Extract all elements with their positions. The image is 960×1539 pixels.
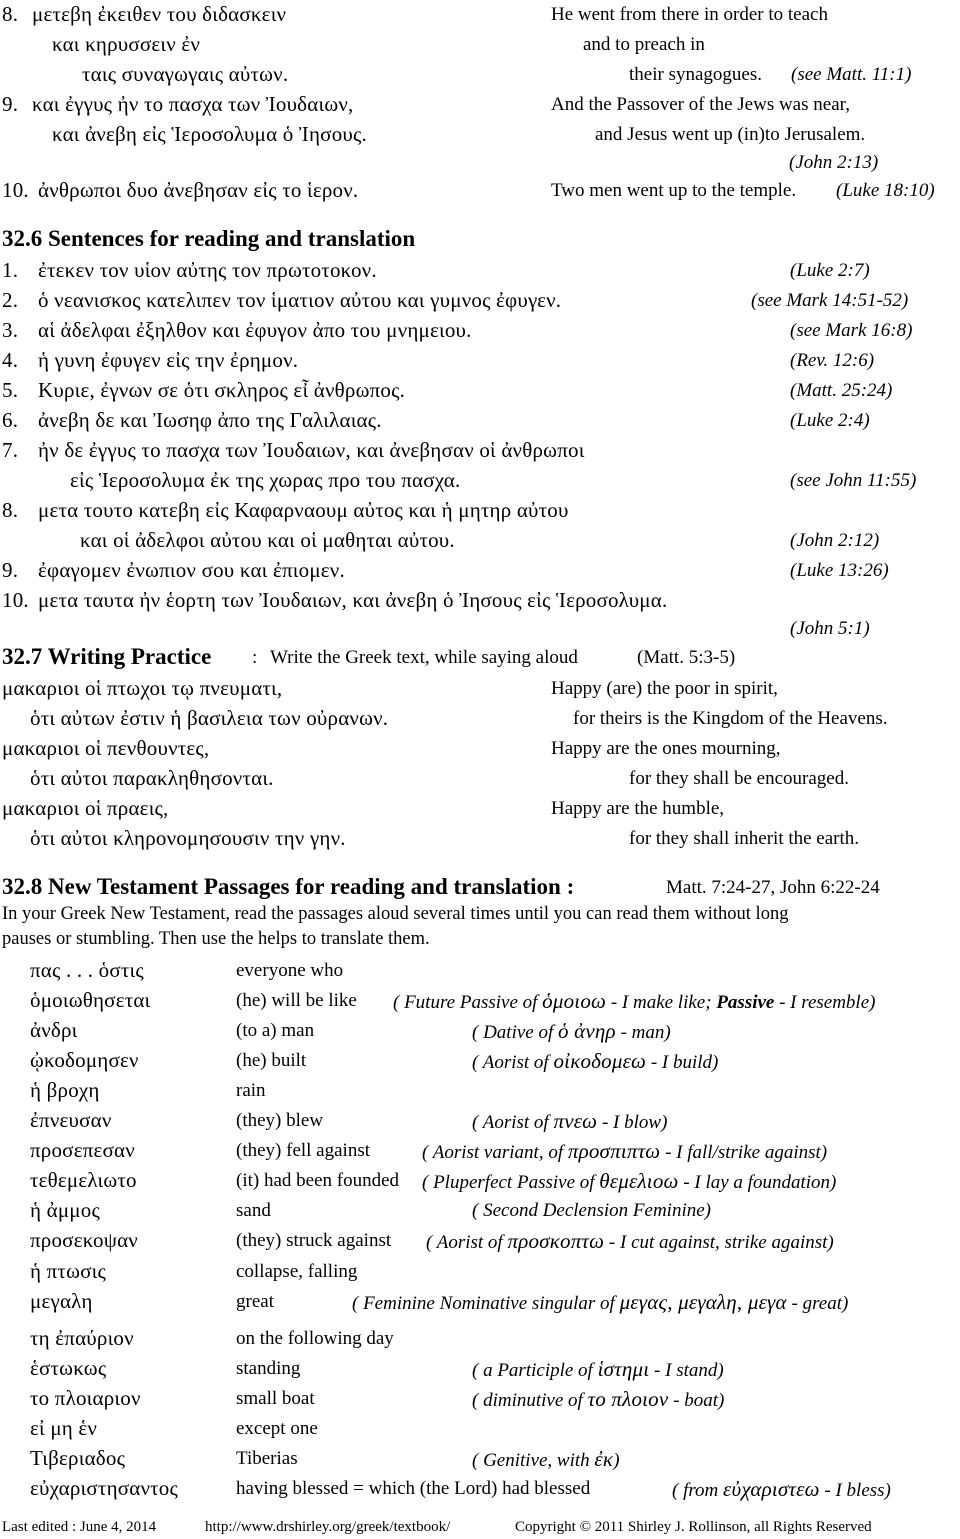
greek-line: ἀνθρωποι δυο ἀνεβησαν εἰς το ἱερον. (38, 178, 359, 202)
vocab-english: having blessed = which (the Lord) had blessed (236, 1478, 591, 1499)
sentence-number: 2. (2, 288, 19, 312)
scripture-reference: (see Mark 16:8) (790, 320, 913, 341)
sentence-text: ὁ νεανισκος κατελιπεν τον ἱματιον αὐτου και γυμνος ἐφυγεν. (38, 288, 562, 312)
vocab-greek: ἀνδρι (30, 1018, 78, 1042)
english-line: and to preach in (583, 34, 705, 55)
item-number: 10. (2, 178, 29, 202)
vocab-greek: εὐχαριστησαντος (30, 1476, 179, 1500)
sentence-number: 4. (2, 348, 19, 372)
english-line: Happy are the ones mourning, (551, 738, 781, 759)
vocab-english: small boat (236, 1388, 315, 1409)
heading-colon: : (252, 647, 258, 668)
vocab-greek: μεγαλη (30, 1289, 93, 1313)
vocab-english: (he) will be like (236, 990, 357, 1011)
sentence-text: εἰς Ἱεροσολυμα ἐκ της χωρας προ του πασχα. (70, 468, 461, 492)
english-line: Happy are the humble, (551, 798, 725, 819)
vocab-greek: ἡ βροχη (30, 1078, 100, 1102)
sentence-text: ἡ γυνη ἐφυγεν εἰς την ἐρημον. (38, 348, 299, 372)
sentence-text: ἠν δε ἐγγυς το πασχα των Ἰουδαιων, και ἀνεβησαν οἱ ἀνθρωποι (38, 438, 585, 462)
sentence-text: ἐφαγομεν ἐνωπιον σου και ἐπιομεν. (38, 558, 345, 582)
vocab-english: (it) had been founded (236, 1170, 400, 1191)
passage-references: Matt. 7:24-27, John 6:22-24 (666, 877, 880, 898)
copyright-notice: Copyright © 2011 Shirley J. Rollinson, all Rights Reserved (515, 1519, 872, 1535)
sentence-number: 1. (2, 258, 19, 282)
vocab-greek: τεθεμελιωτο (30, 1168, 137, 1192)
vocab-grammar-note: ( Aorist of προσκοπτω - I cut against, strike against) (426, 1229, 834, 1253)
vocab-english: great (236, 1291, 274, 1312)
vocab-greek: εἰ μη ἑν (30, 1416, 98, 1440)
vocab-greek: προσεπεσαν (30, 1138, 135, 1162)
vocab-greek: προσεκοψαν (30, 1228, 138, 1252)
vocab-greek: ὁμοιωθησεται (30, 988, 151, 1012)
vocab-grammar-note: ( Aorist variant, of προσπιπτω - I fall/strike against) (422, 1139, 828, 1163)
greek-line: μακαριοι οἱ πτωχοι τῳ πνευματι, (2, 676, 283, 700)
vocab-grammar-note: ( Second Declension Feminine) (472, 1200, 711, 1221)
vocab-english: sand (236, 1200, 271, 1221)
english-line: for they shall be encouraged. (629, 768, 849, 789)
scripture-reference: (Luke 13:26) (790, 560, 889, 581)
scripture-reference: (Matt. 25:24) (790, 380, 893, 401)
greek-line: ὁτι αὐτων ἐστιν ἡ βασιλεια των οὐρανων. (30, 706, 389, 730)
vocab-english: except one (236, 1418, 318, 1439)
sentence-text: μετα ταυτα ἠν ἑορτη των Ἰουδαιων, και ἀνεβη ὁ Ἰησους εἰς Ἱεροσολυμα. (38, 588, 668, 612)
website-link[interactable]: http://www.drshirley.org/greek/textbook/ (205, 1519, 451, 1535)
sentence-number: 7. (2, 438, 19, 462)
vocab-greek: ἑστωκως (30, 1356, 107, 1380)
sentence-text: και οἱ ἀδελφοι αὐτου και οἱ μαθηται αὐτου. (80, 528, 455, 552)
sentence-text: μετα τουτο κατεβη εἰς Καφαρναουμ αὐτος και ἡ μητηρ αὐτου (38, 498, 569, 522)
greek-line: ὁτι αὐτοι παρακληθησονται. (30, 766, 274, 790)
vocab-english: (to a) man (236, 1020, 315, 1041)
vocab-english: on the following day (236, 1328, 394, 1349)
item-number: 9. (2, 92, 19, 116)
vocab-grammar-note: ( Dative of ὁ ἀνηρ - man) (472, 1019, 671, 1043)
vocab-english: everyone who (236, 960, 344, 981)
sentence-text: Κυριε, ἐγνων σε ὁτι σκληρος εἶ ἀνθρωπος. (38, 378, 406, 402)
vocab-greek: Τιβεριαδος (30, 1446, 126, 1470)
vocab-english: collapse, falling (236, 1261, 358, 1282)
scripture-reference: (see John 11:55) (790, 470, 917, 491)
vocab-greek: τη ἐπαύριον (30, 1326, 134, 1350)
scripture-reference: (Rev. 12:6) (790, 350, 875, 371)
scripture-reference: (see Mark 14:51-52) (751, 290, 909, 311)
vocab-grammar-note: ( Aorist of πνεω - I blow) (472, 1109, 668, 1133)
scripture-reference: (Matt. 5:3-5) (637, 647, 736, 668)
english-line: He went from there in order to teach (551, 4, 828, 25)
english-line: for theirs is the Kingdom of the Heavens. (573, 708, 888, 729)
section-heading: 32.8 New Testament Passages for reading and translation : (2, 874, 575, 899)
instructions-text: pauses or stumbling. Then use the helps to translate them. (2, 929, 430, 949)
vocab-english: (they) struck against (236, 1230, 392, 1251)
vocab-english: standing (236, 1358, 301, 1379)
sentence-number: 3. (2, 318, 19, 342)
vocab-grammar-note: ( diminutive of το πλοιον - boat) (472, 1387, 725, 1411)
instruction: Write the Greek text, while saying aloud (270, 647, 578, 668)
sentence-number: 5. (2, 378, 19, 402)
greek-line: μακαριοι οἱ πραεις, (2, 796, 169, 820)
english-line: for they shall inherit the earth. (629, 828, 860, 849)
english-line: and Jesus went up (in)to Jerusalem. (595, 124, 866, 145)
english-line: Happy (are) the poor in spirit, (551, 678, 778, 699)
english-line: their synagogues. (629, 64, 762, 85)
greek-line: και ἀνεβη εἰς Ἱεροσολυμα ὁ Ἰησους. (52, 122, 367, 146)
vocab-english: (they) fell against (236, 1140, 371, 1161)
vocab-grammar-note: ( Feminine Nominative singular of μεγας, μεγαλη, μεγα - great) (352, 1290, 849, 1314)
vocab-grammar-note: ( a Participle of ἱστημι - I stand) (472, 1357, 724, 1381)
sentence-text: ἀνεβη δε και Ἰωσηφ ἀπο της Γαλιλαιας. (38, 408, 382, 432)
vocab-greek: ἐπνευσαν (30, 1108, 112, 1132)
section-heading: 32.7 Writing Practice (2, 644, 212, 669)
instructions-text: In your Greek New Testament, read the passages aloud several times until you can read them without long (2, 904, 789, 924)
scripture-reference: (Luke 2:7) (790, 260, 870, 281)
greek-line: μετεβη ἐκειθεν του διδασκειν (32, 2, 287, 26)
scripture-reference: (Luke 18:10) (836, 180, 935, 201)
sentence-text: ἐτεκεν τον υἱον αὐτης τον πρωτοτοκον. (38, 258, 377, 282)
sentence-number: 9. (2, 558, 19, 582)
vocab-english: Tiberias (236, 1448, 298, 1469)
scripture-reference: (John 2:12) (790, 530, 880, 551)
greek-line: και κηρυσσειν ἐν (52, 32, 201, 56)
scripture-reference: (Luke 2:4) (790, 410, 870, 431)
greek-line: μακαριοι οἱ πενθουντες, (2, 736, 210, 760)
vocab-english: rain (236, 1080, 266, 1101)
scripture-reference: (John 2:13) (789, 152, 879, 173)
vocab-grammar-note: ( Future Passive of ὁμοιοω - I make like; Passive - I resemble) (393, 989, 876, 1013)
greek-line: ὁτι αὐτοι κληρονομησουσιν την γην. (30, 826, 346, 850)
vocab-greek: ἡ ἀμμος (30, 1198, 100, 1222)
vocab-greek: το πλοιαριον (30, 1386, 141, 1410)
greek-line: ταις συναγωγαις αὐτων. (82, 62, 289, 86)
scripture-reference: (John 5:1) (790, 618, 870, 639)
vocab-english: (he) built (236, 1050, 307, 1071)
english-line: And the Passover of the Jews was near, (551, 94, 850, 115)
english-line: Two men went up to the temple. (551, 180, 797, 201)
vocab-grammar-note: ( Aorist of οἰκοδομεω - I build) (472, 1049, 719, 1073)
vocab-grammar-note: ( Pluperfect Passive of θεμελιοω - I lay a foundation) (422, 1169, 837, 1193)
item-number: 8. (2, 2, 19, 26)
vocab-greek: ἡ πτωσις (30, 1259, 106, 1283)
vocab-greek: πας . . . ὁστις (30, 958, 144, 982)
last-edited: Last edited : June 4, 2014 (2, 1519, 157, 1535)
vocab-grammar-note: ( from εὐχαριστεω - I bless) (672, 1477, 891, 1501)
vocab-english: (they) blew (236, 1110, 324, 1131)
scripture-reference: (see Matt. 11:1) (791, 64, 912, 85)
sentence-number: 8. (2, 498, 19, 522)
vocab-grammar-note: ( Genitive, with ἐκ) (472, 1447, 620, 1471)
sentence-number: 6. (2, 408, 19, 432)
section-heading: 32.6 Sentences for reading and translation (2, 226, 416, 251)
greek-line: και ἐγγυς ἠν το πασχα των Ἰουδαιων, (32, 92, 354, 116)
vocab-greek: ᾠκοδομησεν (30, 1048, 139, 1072)
sentence-text: αἱ ἀδελφαι ἐξηλθον και ἐφυγον ἀπο του μνημειου. (38, 318, 472, 342)
sentence-number: 10. (2, 588, 29, 612)
